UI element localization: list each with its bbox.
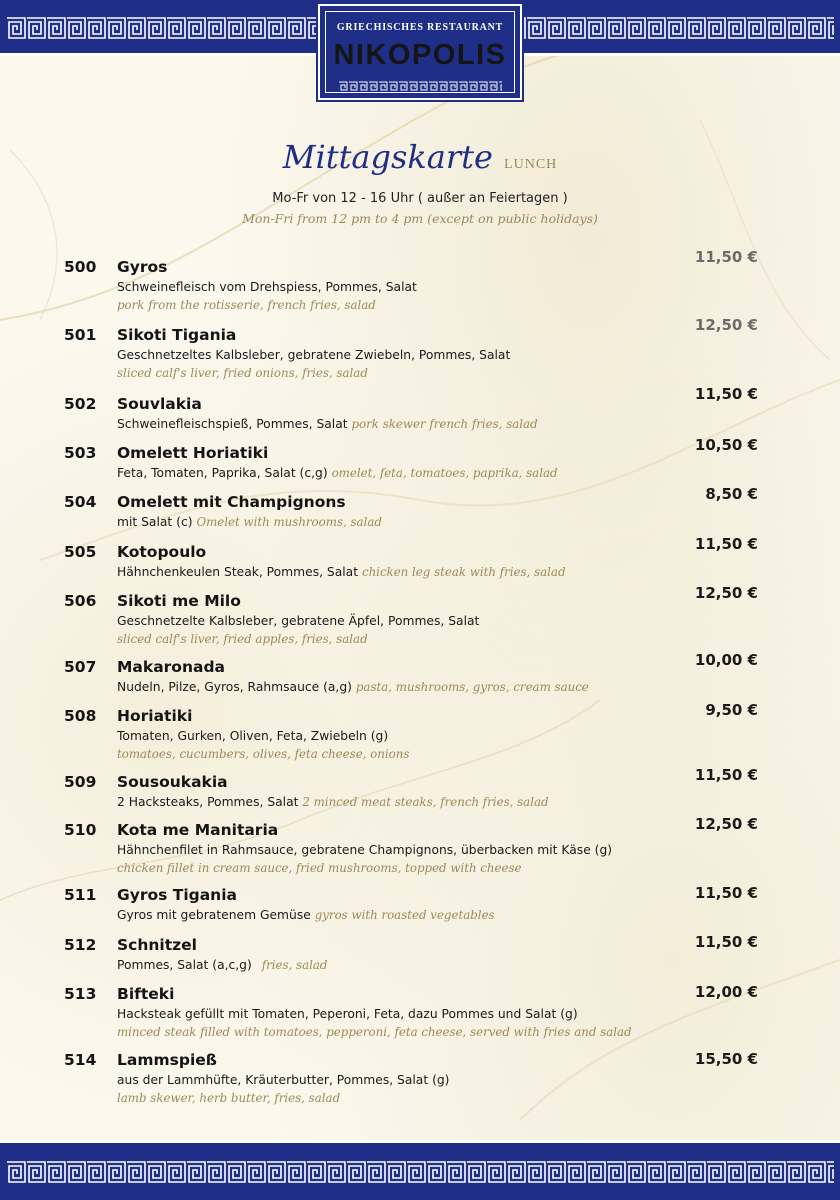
- item-description-en: minced steak filled with tomatoes, pepperoni, feta cheese, served with fries and salad: [117, 1025, 632, 1039]
- item-name: Omelett Horiatiki: [117, 444, 269, 462]
- restaurant-logo: [318, 4, 522, 100]
- item-description-en: Omelet with mushrooms, salad: [196, 515, 382, 529]
- item-name: Makaronada: [117, 658, 225, 676]
- item-name: Kotopoulo: [117, 543, 207, 561]
- item-description-en: pork from the rotisserie, french fries, salad: [117, 298, 376, 312]
- item-description-de: Pommes, Salat (a,c,g): [117, 958, 252, 972]
- item-number: 514: [64, 1051, 97, 1069]
- item-price: 8,50 €: [705, 485, 758, 503]
- item-description: [117, 466, 558, 480]
- item-price: 11,50 €: [694, 248, 758, 266]
- menu-title: Mittagskarte: [282, 138, 493, 176]
- item-name: Sikoti Tigania: [117, 326, 237, 344]
- item-name: Gyros Tigania: [117, 886, 237, 904]
- item-name: Horiatiki: [117, 707, 193, 725]
- item-description-en: pork skewer french fries, salad: [351, 417, 538, 431]
- item-description: [117, 565, 566, 579]
- item-number: 501: [64, 326, 97, 344]
- item-description: Schweinefleisch vom Drehspiess, Pommes, Salat: [117, 280, 417, 294]
- opening-hours-en: Mon-Fri from 12 pm to 4 pm (except on public holidays): [242, 211, 598, 226]
- item-name: Sikoti me Milo: [117, 592, 241, 610]
- item-description: Geschnetzeltes Kalbsleber, gebratene Zwiebeln, Pommes, Salat: [117, 348, 511, 362]
- item-description: [117, 958, 327, 972]
- item-number: 500: [64, 258, 97, 276]
- logo-subtitle: GRIECHISCHES RESTAURANT: [336, 22, 504, 33]
- item-price: 11,50 €: [694, 766, 758, 784]
- item-number: 508: [64, 707, 97, 725]
- item-description-de: mit Salat (c): [117, 515, 193, 529]
- item-number: 505: [64, 543, 97, 561]
- item-description-en: fries, salad: [261, 958, 328, 972]
- item-description: Hacksteak gefüllt mit Tomaten, Peperoni, Feta, dazu Pommes und Salat (g): [117, 1007, 578, 1021]
- item-number: 512: [64, 936, 97, 954]
- item-number: 503: [64, 444, 97, 462]
- menu-title-en: LUNCH: [504, 157, 558, 172]
- item-description-de: Nudeln, Pilze, Gyros, Rahmsauce (a,g): [117, 680, 352, 694]
- item-description: [117, 908, 495, 922]
- meander-border-bottom: [6, 1161, 834, 1183]
- opening-hours: Mo-Fr von 12 - 16 Uhr ( außer an Feiertagen ): [272, 191, 568, 206]
- item-name: Lammspieß: [117, 1051, 217, 1069]
- item-price: 11,50 €: [694, 933, 758, 951]
- item-price: 12,50 €: [694, 815, 758, 833]
- item-description: Hähnchenfilet in Rahmsauce, gebratene Champignons, überbacken mit Käse (g): [117, 843, 613, 857]
- item-description: Tomaten, Gurken, Oliven, Feta, Zwiebeln (g): [117, 729, 389, 743]
- item-description: aus der Lammhüfte, Kräuterbutter, Pommes, Salat (g): [117, 1073, 450, 1087]
- item-description: [117, 515, 382, 529]
- item-description-en: 2 minced meat steaks, french fries, salad: [302, 795, 549, 809]
- menu-title-row: [0, 138, 840, 176]
- item-price: 11,50 €: [694, 385, 758, 403]
- item-description: [117, 795, 549, 809]
- item-number: 507: [64, 658, 97, 676]
- item-name: Schnitzel: [117, 936, 197, 954]
- item-description-en: sliced calf's liver, fried apples, fries, salad: [117, 632, 368, 646]
- item-number: 509: [64, 773, 97, 791]
- item-description-en: sliced calf's liver, fried onions, fries, salad: [117, 366, 368, 380]
- logo-meander: [338, 81, 502, 91]
- item-description-en: chicken leg steak with fries, salad: [361, 565, 566, 579]
- item-description-en: pasta, mushrooms, gyros, cream sauce: [355, 680, 589, 694]
- item-number: 510: [64, 821, 97, 839]
- item-price: 12,50 €: [694, 584, 758, 602]
- item-number: 513: [64, 985, 97, 1003]
- item-price: 10,50 €: [694, 436, 758, 454]
- item-description: Geschnetzelte Kalbsleber, gebratene Äpfel, Pommes, Salat: [117, 614, 480, 628]
- item-description-de: Schweinefleischspieß, Pommes, Salat: [117, 417, 348, 431]
- item-number: 502: [64, 395, 97, 413]
- item-description-de: Feta, Tomaten, Paprika, Salat (c,g): [117, 466, 328, 480]
- item-name: Gyros: [117, 258, 168, 276]
- item-name: Omelett mit Champignons: [117, 493, 346, 511]
- item-description-en: omelet, feta, tomatoes, paprika, salad: [331, 466, 558, 480]
- item-description-en: gyros with roasted vegetables: [314, 908, 495, 922]
- bottom-greek-key-band: [0, 1140, 840, 1200]
- item-price: 9,50 €: [705, 701, 758, 719]
- item-number: 504: [64, 493, 97, 511]
- logo-name: NIKOPOLIS: [333, 39, 507, 71]
- item-price: 15,50 €: [694, 1050, 758, 1068]
- item-description-en: lamb skewer, herb butter, fries, salad: [117, 1091, 341, 1105]
- item-price: 10,00 €: [694, 651, 758, 669]
- item-description-en: chicken fillet in cream sauce, fried mushrooms, topped with cheese: [117, 861, 522, 875]
- item-price: 12,00 €: [694, 983, 758, 1001]
- item-price: 12,50 €: [694, 316, 758, 334]
- item-name: Souvlakia: [117, 395, 202, 413]
- item-description: [117, 680, 589, 694]
- item-name: Bifteki: [117, 985, 175, 1003]
- item-price: 11,50 €: [694, 535, 758, 553]
- item-name: Kota me Manitaria: [117, 821, 279, 839]
- item-description-de: Hähnchenkeulen Steak, Pommes, Salat: [117, 565, 359, 579]
- item-description-de: Gyros mit gebratenem Gemüse: [117, 908, 311, 922]
- item-description-de: 2 Hacksteaks, Pommes, Salat: [117, 795, 299, 809]
- item-description: [117, 417, 538, 431]
- item-price: 11,50 €: [694, 884, 758, 902]
- item-number: 506: [64, 592, 97, 610]
- item-name: Sousoukakia: [117, 773, 228, 791]
- item-number: 511: [64, 886, 97, 904]
- item-description-en: tomatoes, cucumbers, olives, feta cheese, onions: [117, 747, 410, 761]
